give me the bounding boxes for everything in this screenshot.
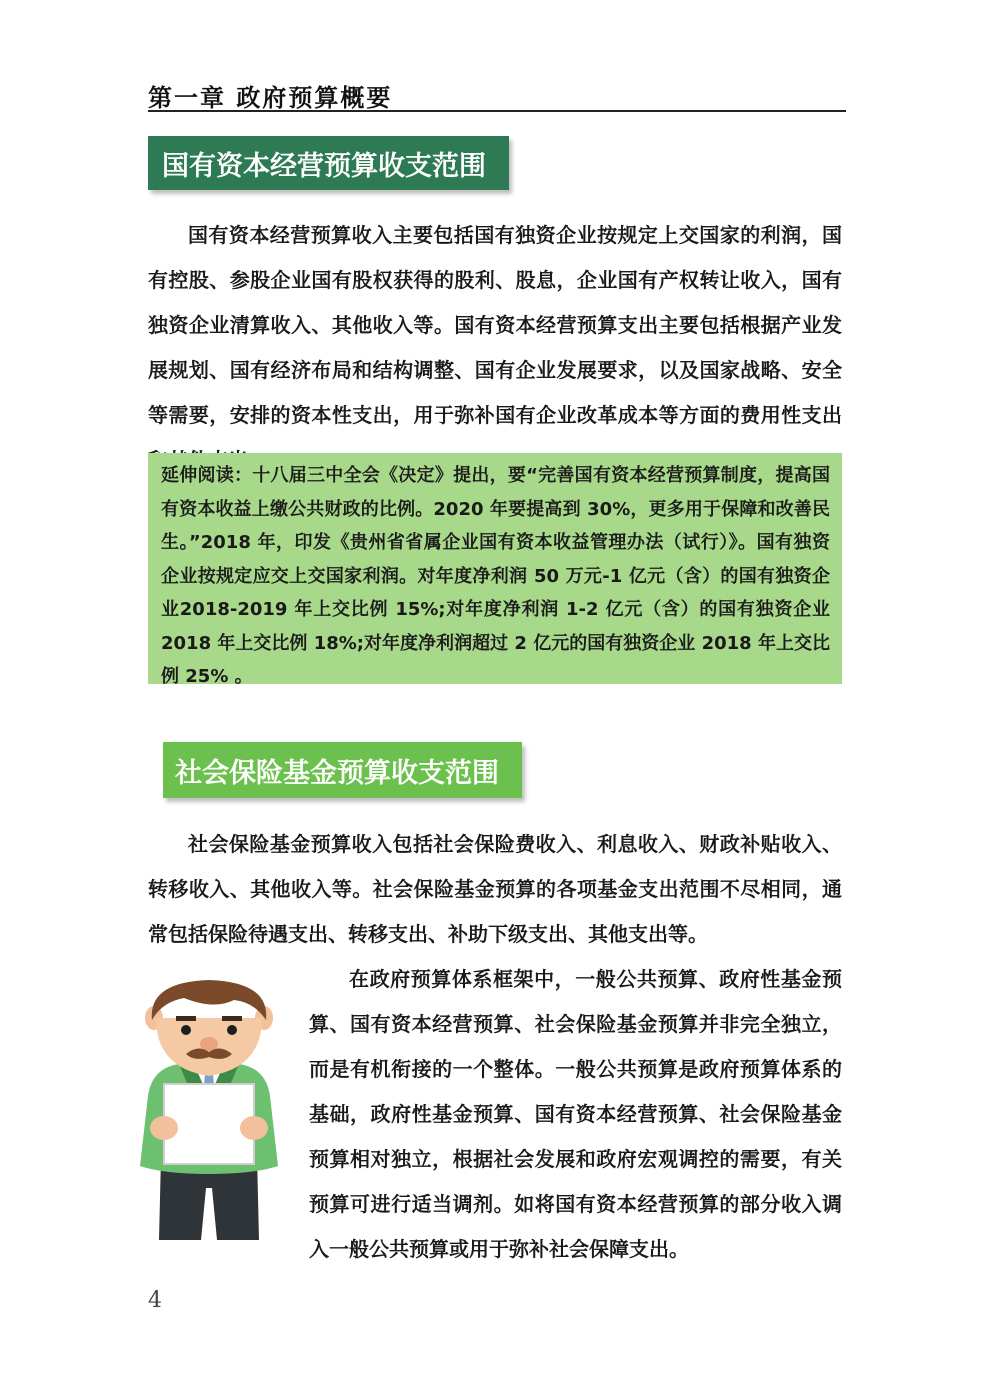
- section-title-state-capital: [148, 136, 509, 190]
- section-title-text: 国有资本经营预算收支范围: [162, 150, 486, 182]
- budget-system-paragraph: 在政府预算体系框架中，一般公共预算、政府性基金预算、国有资本经营预算、社会保险基金预算并非完全独立，而是有机衔接的一个整体。一般公共预算是政府预算体系的基础，政府性基金预算、国有资本经营预算、社会保险基金预算相对独立，根据社会发展和政府宏观调控的需要，有关预算可进行适当调剂。如将国有资本经营预算的部分收入调入一般公共预算或用于弥补社会保障支出。: [309, 967, 842, 1261]
- cartoon-man-reading-illustration: [134, 978, 284, 1240]
- chapter-title: 第一章 政府预算概要: [148, 83, 393, 112]
- social-insurance-paragraph: 社会保险基金预算收入包括社会保险费收入、利息收入、财政补贴收入、转移收入、其他收入等。社会保险基金预算的各项基金支出范围不尽相同，通常包括保险待遇支出、转移支出、补助下级支出、其他支出等。: [148, 832, 842, 946]
- extended-reading-text: 延伸阅读：十八届三中全会《决定》提出，要“完善国有资本经营预算制度，提高国有资本收益上缴公共财政的比例。2020 年要提高到 30%，更多用于保障和改善民生。”2018 年，印发《贵州省省属企业国有资本收益管理办法（试行）》。国有独资企业按规定应交上交国家利润。对年度净利润 50 万元-1 亿元（含）的国有独资企业2018-2019 年上交比例 15%;对年度净利润 1-2 亿元（含）的国有独资企业 2018 年上交比例 18%;对年度净利润超过 2 亿元的国有独资企业 2018 年上交比例 25% 。: [161, 465, 830, 687]
- section-title-text: 社会保险基金预算收支范围: [175, 757, 499, 789]
- extended-reading-box: [148, 453, 842, 687]
- header-divider: [148, 110, 846, 112]
- section-title-social-insurance: [163, 742, 522, 798]
- page-number: 4: [148, 1288, 162, 1313]
- state-capital-paragraph: 国有资本经营预算收入主要包括国有独资企业按规定上交国家的利润，国有控股、参股企业国有股权获得的股利、股息，企业国有产权转让收入，国有独资企业清算收入、其他收入等。国有资本经营预算支出主要包括根据产业发展规划、国有经济布局和结构调整、国有企业发展要求，以及国家战略、安全等需要，安排的资本性支出，用于弥补国有企业改革成本等方面的费用性支出: [148, 223, 842, 427]
